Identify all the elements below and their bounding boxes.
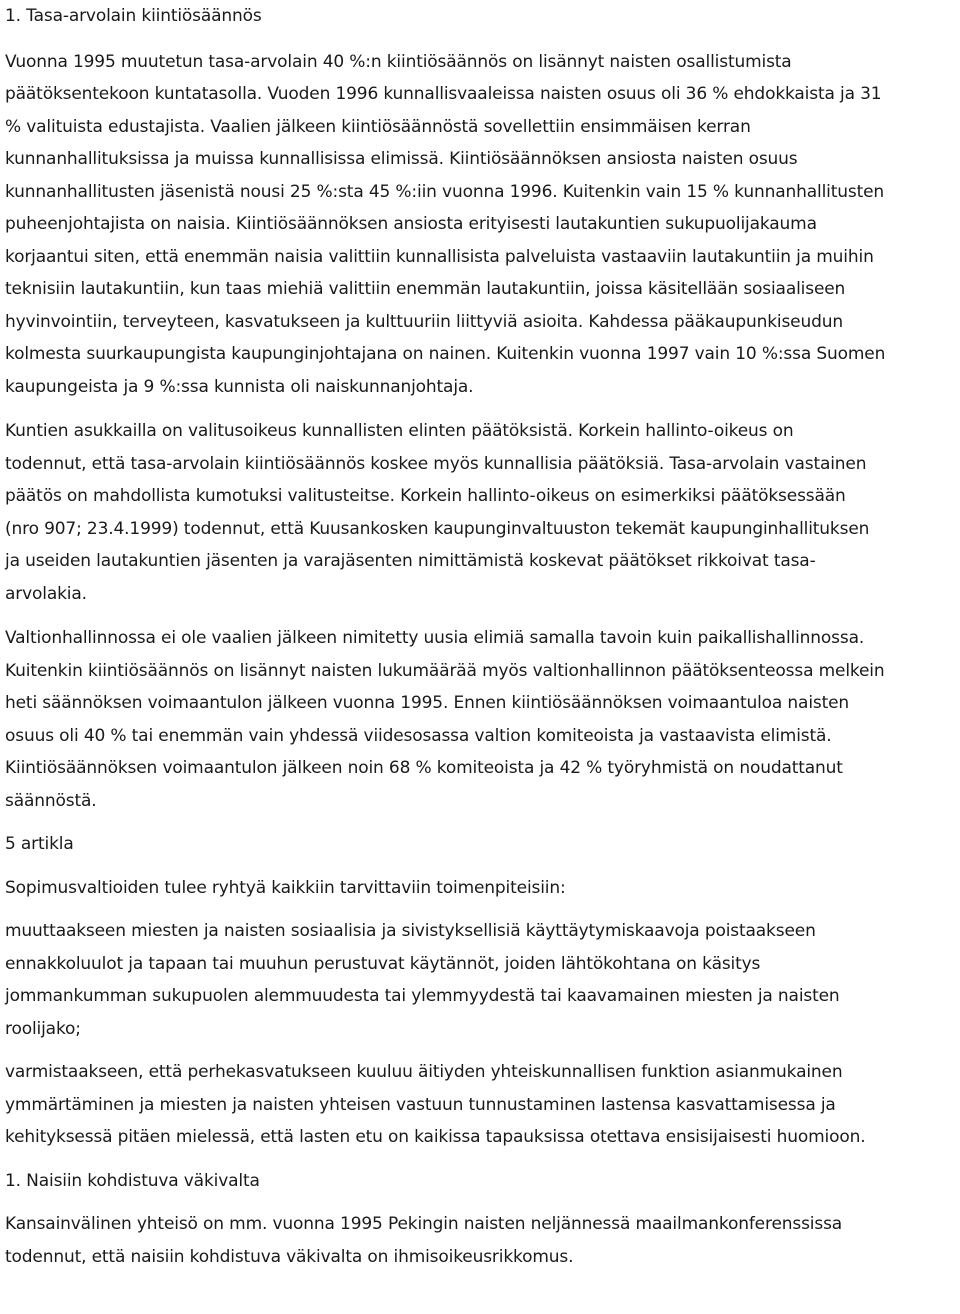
text-line: kunnanhallituksissa ja muissa kunnallisissa elimissä. Kiintiösäännöksen ansiosta naisten osuus (5, 149, 798, 169)
text-line: Valtionhallinnossa ei ole vaalien jälkeen nimitetty uusia elimiä samalla tavoin kuin paikallishallinnossa. (5, 628, 865, 648)
paragraph-states-parties (5, 872, 955, 905)
text-line: todennut, että tasa-arvolain kiintiösäännös koskee myös kunnallisia päätöksiä. Tasa-arvolain vastainen (5, 453, 867, 474)
text-line: päätös on mahdollista kumotuksi valitusteitse. Korkein hallinto-oikeus on esimerkiksi päätöksessään (5, 486, 846, 506)
text-line: Kansainvälinen yhteisö on mm. vuonna 1995 Pekingin naisten neljännessä maailmankonferenssissa (5, 1214, 843, 1234)
text-line: arvolakia. (5, 583, 87, 604)
text-line: % valituista edustajista. Vaalien jälkeen kiintiösäännöstä sovellettiin ensimmäisen kerran (5, 116, 751, 137)
text-line: teknisiin lautakuntiin, kun taas miehiä valittiin enemmän lautakuntiin, joissa käsitellään sosiaaliseen (5, 279, 846, 299)
paragraph-behaviour-patterns (5, 915, 955, 1045)
paragraph-right-of-appeal (5, 415, 955, 610)
text-line: kunnanhallitusten jäsenistä nousi 25 %:sta 45 %:iin vuonna 1996. Kuitenkin vain 15 % kunnanhallitusten (5, 181, 885, 202)
text-line: ja useiden lautakuntien jäsenten ja varajäsenten nimittämistä koskevat päätökset rikkoivat tasa- (5, 551, 816, 571)
text-line: todennut, että naisiin kohdistuva väkivalta on ihmisoikeusrikkomus. (5, 1246, 574, 1267)
document-body (5, 0, 955, 1273)
text-line: roolijako; (5, 1018, 81, 1039)
paragraph-state-administration (5, 622, 955, 817)
text-line: muuttaakseen miesten ja naisten sosiaalisia ja sivistyksellisiä käyttäytymiskaavoja poistaakseen (5, 921, 816, 941)
text-line: puheenjohtajista on naisia. Kiintiösäännöksen ansiosta erityisesti lautakuntien sukupuolijakauma (5, 214, 817, 234)
text-line: Sopimusvaltioiden tulee ryhtyä kaikkiin tarvittaviin toimenpiteisiin: (5, 877, 566, 898)
paragraph-international-community (5, 1208, 955, 1273)
text-line: Vuonna 1995 muutetun tasa-arvolain 40 %:n kiintiösäännös on lisännyt naisten osallistumista (5, 51, 792, 72)
section-heading-violence: 1. Naisiin kohdistuva väkivalta (5, 1170, 260, 1191)
text-line: Kuntien asukkailla on valitusoikeus kunnallisten elinten päätöksistä. Korkein hallinto-oikeus on (5, 421, 794, 441)
text-line: Kuitenkin kiintiösäännös on lisännyt naisten lukumäärää myös valtionhallinnon päätöksenteossa melkein (5, 660, 885, 681)
paragraph-family-education (5, 1056, 955, 1154)
text-line: kaupungeista ja 9 %:ssa kunnista oli naiskunnanjohtaja. (5, 376, 474, 397)
section-heading-article-5: 5 artikla (5, 834, 74, 854)
text-line: ymmärtäminen ja miesten ja naisten yhteisen vastuun tunnustaminen lastensa kasvattamisessa ja (5, 1094, 836, 1115)
text-line: hyvinvointiin, terveyteen, kasvatukseen ja kulttuuriin liittyviä asioita. Kahdessa pääkaupunkiseudun (5, 311, 844, 332)
text-line: säännöstä. (5, 790, 97, 811)
text-line: kehityksessä pitäen mielessä, että lasten etu on kaikissa tapauksissa otettava ensisijaisesti huomioon. (5, 1127, 866, 1147)
paragraph-municipal-quota (5, 46, 955, 404)
text-line: heti säännöksen voimaantulon jälkeen vuonna 1995. Ennen kiintiösäännöksen voimaantuloa naisten (5, 693, 850, 713)
text-line: jommankumman sukupuolen alemmuudesta tai ylemmyydestä tai kaavamainen miesten ja naisten (5, 986, 840, 1006)
text-line: (nro 907; 23.4.1999) todennut, että Kuusankosken kaupunginvaltuuston tekemät kaupunginhallituksen (5, 518, 870, 539)
text-line: kolmesta suurkaupungista kaupunginjohtajana on nainen. Kuitenkin vuonna 1997 vain 10 %:ssa Suomen (5, 344, 886, 364)
text-line: Kiintiösäännöksen voimaantulon jälkeen noin 68 % komiteoista ja 42 % työryhmistä on noudattanut (5, 758, 843, 778)
text-line: ennakkoluulot ja tapaan tai muuhun perustuvat käytännöt, joiden lähtökohtana on käsitys (5, 953, 761, 974)
section-heading-quota-provision: 1. Tasa-arvolain kiintiösäännös (5, 6, 262, 26)
text-line: osuus oli 40 % tai enemmän vain yhdessä viidesosassa valtion komiteoista ja vastaavista elimistä. (5, 725, 832, 746)
text-line: varmistaakseen, että perhekasvatukseen kuuluu äitiyden yhteiskunnallisen funktion asianmukainen (5, 1062, 843, 1082)
text-line: päätöksentekoon kuntatasolla. Vuoden 1996 kunnallisvaaleissa naisten osuus oli 36 % ehdokkaista ja 31 (5, 84, 882, 104)
text-line: korjaantui siten, että enemmän naisia valittiin kunnallisista palveluista vastaaviin lautakuntiin ja muihin (5, 246, 874, 267)
